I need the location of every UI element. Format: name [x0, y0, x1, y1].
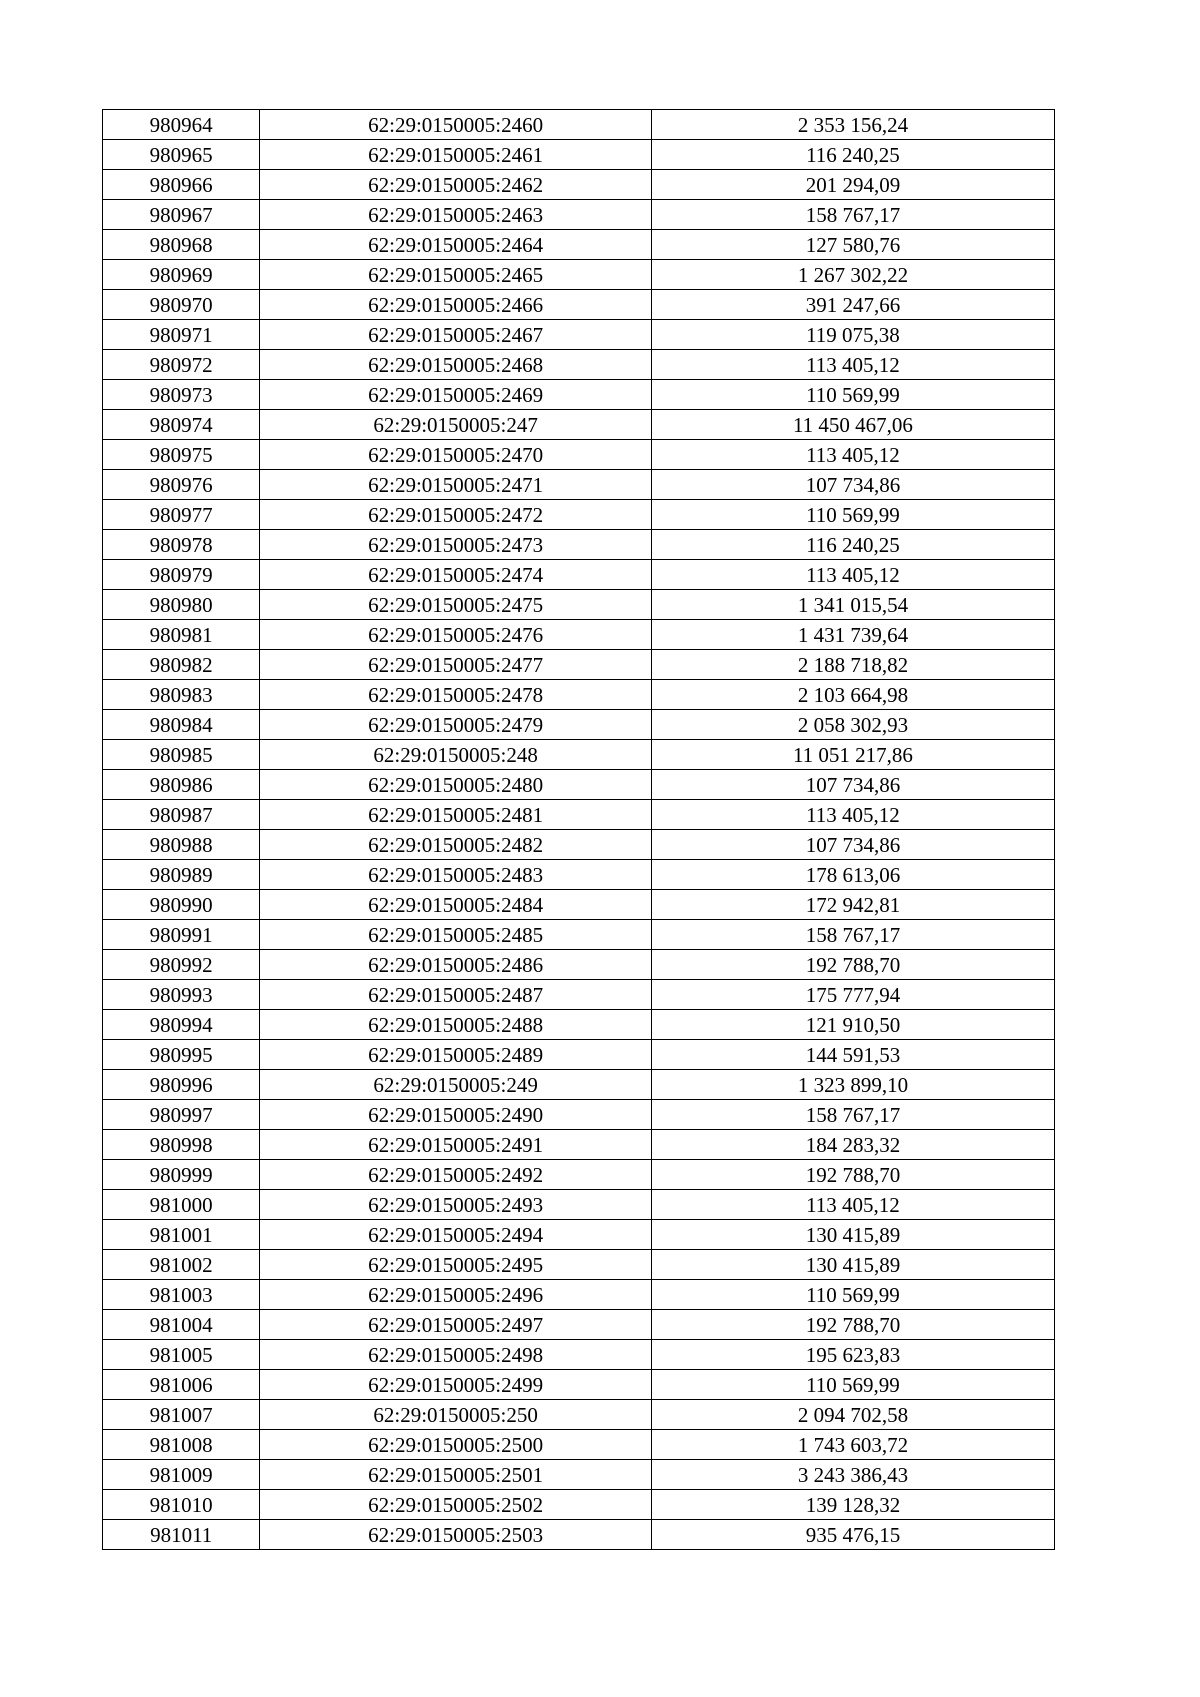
cadastral-value-cell: 1 743 603,72: [651, 1430, 1054, 1460]
cadastral-number-cell: 62:29:0150005:2494: [260, 1220, 652, 1250]
row-number-cell: 980995: [103, 1040, 260, 1070]
table-row: [103, 1490, 1055, 1520]
cadastral-number-cell: 62:29:0150005:2495: [260, 1250, 652, 1280]
table-row: [103, 620, 1055, 650]
row-number-cell: 980985: [103, 740, 260, 770]
cadastral-number-cell: 62:29:0150005:2464: [260, 230, 652, 260]
cadastral-number-cell: 62:29:0150005:2473: [260, 530, 652, 560]
cadastral-value-cell: 113 405,12: [651, 1190, 1054, 1220]
cadastral-number-cell: 62:29:0150005:2499: [260, 1370, 652, 1400]
row-number-cell: 981008: [103, 1430, 260, 1460]
cadastral-number-cell: 62:29:0150005:2501: [260, 1460, 652, 1490]
row-number-cell: 980982: [103, 650, 260, 680]
table-row: [103, 680, 1055, 710]
cadastral-value-table: [102, 109, 1055, 1550]
row-number-cell: 980986: [103, 770, 260, 800]
table-row: [103, 710, 1055, 740]
table-row: [103, 410, 1055, 440]
cadastral-value-cell: 110 569,99: [651, 380, 1054, 410]
cadastral-value-cell: 121 910,50: [651, 1010, 1054, 1040]
row-number-cell: 980998: [103, 1130, 260, 1160]
cadastral-number-cell: 62:29:0150005:2478: [260, 680, 652, 710]
cadastral-value-cell: 178 613,06: [651, 860, 1054, 890]
cadastral-value-cell: 113 405,12: [651, 350, 1054, 380]
cadastral-value-cell: 2 058 302,93: [651, 710, 1054, 740]
row-number-cell: 981011: [103, 1520, 260, 1550]
cadastral-value-cell: 130 415,89: [651, 1220, 1054, 1250]
cadastral-number-cell: 62:29:0150005:2466: [260, 290, 652, 320]
cadastral-number-cell: 62:29:0150005:247: [260, 410, 652, 440]
table-row: [103, 500, 1055, 530]
cadastral-value-cell: 3 243 386,43: [651, 1460, 1054, 1490]
cadastral-value-cell: 195 623,83: [651, 1340, 1054, 1370]
row-number-cell: 981003: [103, 1280, 260, 1310]
row-number-cell: 980967: [103, 200, 260, 230]
cadastral-value-cell: 107 734,86: [651, 770, 1054, 800]
cadastral-value-cell: 158 767,17: [651, 920, 1054, 950]
cadastral-value-cell: 192 788,70: [651, 950, 1054, 980]
cadastral-number-cell: 62:29:0150005:2485: [260, 920, 652, 950]
table-row: [103, 470, 1055, 500]
row-number-cell: 980970: [103, 290, 260, 320]
cadastral-value-cell: 127 580,76: [651, 230, 1054, 260]
row-number-cell: 980973: [103, 380, 260, 410]
cadastral-value-cell: 110 569,99: [651, 1370, 1054, 1400]
table-row: [103, 140, 1055, 170]
cadastral-number-cell: 62:29:0150005:2470: [260, 440, 652, 470]
table-row: [103, 860, 1055, 890]
row-number-cell: 980978: [103, 530, 260, 560]
cadastral-value-cell: 175 777,94: [651, 980, 1054, 1010]
cadastral-number-cell: 62:29:0150005:2462: [260, 170, 652, 200]
row-number-cell: 980976: [103, 470, 260, 500]
cadastral-value-cell: 1 267 302,22: [651, 260, 1054, 290]
cadastral-number-cell: 62:29:0150005:2461: [260, 140, 652, 170]
row-number-cell: 980984: [103, 710, 260, 740]
table-row: [103, 200, 1055, 230]
cadastral-number-cell: 62:29:0150005:2469: [260, 380, 652, 410]
cadastral-number-cell: 62:29:0150005:2468: [260, 350, 652, 380]
table-row: [103, 1280, 1055, 1310]
row-number-cell: 980983: [103, 680, 260, 710]
table-row: [103, 1010, 1055, 1040]
cadastral-number-cell: 62:29:0150005:2480: [260, 770, 652, 800]
table-row: [103, 950, 1055, 980]
cadastral-number-cell: 62:29:0150005:2474: [260, 560, 652, 590]
table-row: [103, 1340, 1055, 1370]
cadastral-value-cell: 110 569,99: [651, 1280, 1054, 1310]
row-number-cell: 980968: [103, 230, 260, 260]
table-row: [103, 1400, 1055, 1430]
cadastral-value-cell: 2 188 718,82: [651, 650, 1054, 680]
row-number-cell: 980990: [103, 890, 260, 920]
table-row: [103, 440, 1055, 470]
cadastral-value-cell: 201 294,09: [651, 170, 1054, 200]
cadastral-number-cell: 62:29:0150005:2491: [260, 1130, 652, 1160]
cadastral-value-cell: 1 341 015,54: [651, 590, 1054, 620]
cadastral-number-cell: 62:29:0150005:2477: [260, 650, 652, 680]
cadastral-number-cell: 62:29:0150005:2498: [260, 1340, 652, 1370]
cadastral-value-cell: 113 405,12: [651, 560, 1054, 590]
cadastral-number-cell: 62:29:0150005:2481: [260, 800, 652, 830]
cadastral-number-cell: 62:29:0150005:2482: [260, 830, 652, 860]
table-row: [103, 260, 1055, 290]
cadastral-number-cell: 62:29:0150005:2489: [260, 1040, 652, 1070]
cadastral-value-cell: 1 323 899,10: [651, 1070, 1054, 1100]
cadastral-number-cell: 62:29:0150005:2500: [260, 1430, 652, 1460]
cadastral-value-cell: 2 103 664,98: [651, 680, 1054, 710]
table-row: [103, 650, 1055, 680]
row-number-cell: 980977: [103, 500, 260, 530]
table-row: [103, 1310, 1055, 1340]
row-number-cell: 980989: [103, 860, 260, 890]
row-number-cell: 980993: [103, 980, 260, 1010]
cadastral-value-cell: 144 591,53: [651, 1040, 1054, 1070]
row-number-cell: 980997: [103, 1100, 260, 1130]
row-number-cell: 980988: [103, 830, 260, 860]
row-number-cell: 981009: [103, 1460, 260, 1490]
table-row: [103, 740, 1055, 770]
cadastral-value-cell: 110 569,99: [651, 500, 1054, 530]
cadastral-number-cell: 62:29:0150005:2471: [260, 470, 652, 500]
table-row: [103, 1220, 1055, 1250]
cadastral-value-cell: 11 450 467,06: [651, 410, 1054, 440]
table-row: [103, 1430, 1055, 1460]
row-number-cell: 981007: [103, 1400, 260, 1430]
row-number-cell: 980964: [103, 110, 260, 140]
row-number-cell: 980979: [103, 560, 260, 590]
cadastral-number-cell: 62:29:0150005:2465: [260, 260, 652, 290]
cadastral-number-cell: 62:29:0150005:2460: [260, 110, 652, 140]
cadastral-number-cell: 62:29:0150005:248: [260, 740, 652, 770]
row-number-cell: 981002: [103, 1250, 260, 1280]
cadastral-value-cell: 172 942,81: [651, 890, 1054, 920]
cadastral-number-cell: 62:29:0150005:2493: [260, 1190, 652, 1220]
table-row: [103, 290, 1055, 320]
table-row: [103, 560, 1055, 590]
cadastral-number-cell: 62:29:0150005:2487: [260, 980, 652, 1010]
cadastral-value-cell: 192 788,70: [651, 1160, 1054, 1190]
cadastral-value-cell: 1 431 739,64: [651, 620, 1054, 650]
cadastral-value-cell: 184 283,32: [651, 1130, 1054, 1160]
table-row: [103, 170, 1055, 200]
table-row: [103, 920, 1055, 950]
row-number-cell: 981006: [103, 1370, 260, 1400]
row-number-cell: 980992: [103, 950, 260, 980]
cadastral-number-cell: 62:29:0150005:2488: [260, 1010, 652, 1040]
table-row: [103, 980, 1055, 1010]
cadastral-number-cell: 62:29:0150005:2463: [260, 200, 652, 230]
cadastral-value-cell: 2 353 156,24: [651, 110, 1054, 140]
table-row: [103, 380, 1055, 410]
cadastral-value-cell: 113 405,12: [651, 440, 1054, 470]
cadastral-value-cell: 158 767,17: [651, 200, 1054, 230]
row-number-cell: 980999: [103, 1160, 260, 1190]
cadastral-value-cell: 107 734,86: [651, 470, 1054, 500]
row-number-cell: 980987: [103, 800, 260, 830]
table-row: [103, 320, 1055, 350]
row-number-cell: 980965: [103, 140, 260, 170]
row-number-cell: 981001: [103, 1220, 260, 1250]
cadastral-number-cell: 62:29:0150005:2502: [260, 1490, 652, 1520]
table-row: [103, 530, 1055, 560]
table-row: [103, 1130, 1055, 1160]
table-row: [103, 110, 1055, 140]
cadastral-value-cell: 139 128,32: [651, 1490, 1054, 1520]
cadastral-value-cell: 116 240,25: [651, 530, 1054, 560]
row-number-cell: 980996: [103, 1070, 260, 1100]
cadastral-number-cell: 62:29:0150005:2467: [260, 320, 652, 350]
cadastral-number-cell: 62:29:0150005:2479: [260, 710, 652, 740]
cadastral-value-cell: 130 415,89: [651, 1250, 1054, 1280]
cadastral-number-cell: 62:29:0150005:2484: [260, 890, 652, 920]
table-row: [103, 830, 1055, 860]
table-row: [103, 350, 1055, 380]
table-row: [103, 1160, 1055, 1190]
table-row: [103, 1190, 1055, 1220]
row-number-cell: 980972: [103, 350, 260, 380]
cadastral-number-cell: 62:29:0150005:249: [260, 1070, 652, 1100]
cadastral-number-cell: 62:29:0150005:2490: [260, 1100, 652, 1130]
table-row: [103, 1520, 1055, 1550]
cadastral-number-cell: 62:29:0150005:2472: [260, 500, 652, 530]
row-number-cell: 980971: [103, 320, 260, 350]
cadastral-value-cell: 935 476,15: [651, 1520, 1054, 1550]
row-number-cell: 980966: [103, 170, 260, 200]
table-row: [103, 1460, 1055, 1490]
row-number-cell: 980991: [103, 920, 260, 950]
cadastral-value-cell: 11 051 217,86: [651, 740, 1054, 770]
cadastral-value-cell: 107 734,86: [651, 830, 1054, 860]
table-row: [103, 1370, 1055, 1400]
cadastral-number-cell: 62:29:0150005:2486: [260, 950, 652, 980]
cadastral-number-cell: 62:29:0150005:2497: [260, 1310, 652, 1340]
table-row: [103, 230, 1055, 260]
cadastral-number-cell: 62:29:0150005:2475: [260, 590, 652, 620]
row-number-cell: 980969: [103, 260, 260, 290]
cadastral-value-cell: 119 075,38: [651, 320, 1054, 350]
cadastral-value-cell: 391 247,66: [651, 290, 1054, 320]
table-row: [103, 770, 1055, 800]
cadastral-value-cell: 192 788,70: [651, 1310, 1054, 1340]
cadastral-number-cell: 62:29:0150005:2496: [260, 1280, 652, 1310]
cadastral-number-cell: 62:29:0150005:2483: [260, 860, 652, 890]
row-number-cell: 980974: [103, 410, 260, 440]
cadastral-number-cell: 62:29:0150005:250: [260, 1400, 652, 1430]
cadastral-number-cell: 62:29:0150005:2492: [260, 1160, 652, 1190]
cadastral-value-cell: 158 767,17: [651, 1100, 1054, 1130]
row-number-cell: 981004: [103, 1310, 260, 1340]
row-number-cell: 980994: [103, 1010, 260, 1040]
row-number-cell: 980980: [103, 590, 260, 620]
row-number-cell: 980981: [103, 620, 260, 650]
row-number-cell: 980975: [103, 440, 260, 470]
table-row: [103, 1070, 1055, 1100]
cadastral-value-cell: 116 240,25: [651, 140, 1054, 170]
table-row: [103, 890, 1055, 920]
table-row: [103, 1250, 1055, 1280]
table-body: [103, 110, 1055, 1550]
row-number-cell: 981005: [103, 1340, 260, 1370]
row-number-cell: 981010: [103, 1490, 260, 1520]
cadastral-number-cell: 62:29:0150005:2503: [260, 1520, 652, 1550]
table-row: [103, 1100, 1055, 1130]
table-row: [103, 590, 1055, 620]
cadastral-value-cell: 113 405,12: [651, 800, 1054, 830]
table-row: [103, 1040, 1055, 1070]
row-number-cell: 981000: [103, 1190, 260, 1220]
cadastral-number-cell: 62:29:0150005:2476: [260, 620, 652, 650]
cadastral-value-cell: 2 094 702,58: [651, 1400, 1054, 1430]
table-row: [103, 800, 1055, 830]
